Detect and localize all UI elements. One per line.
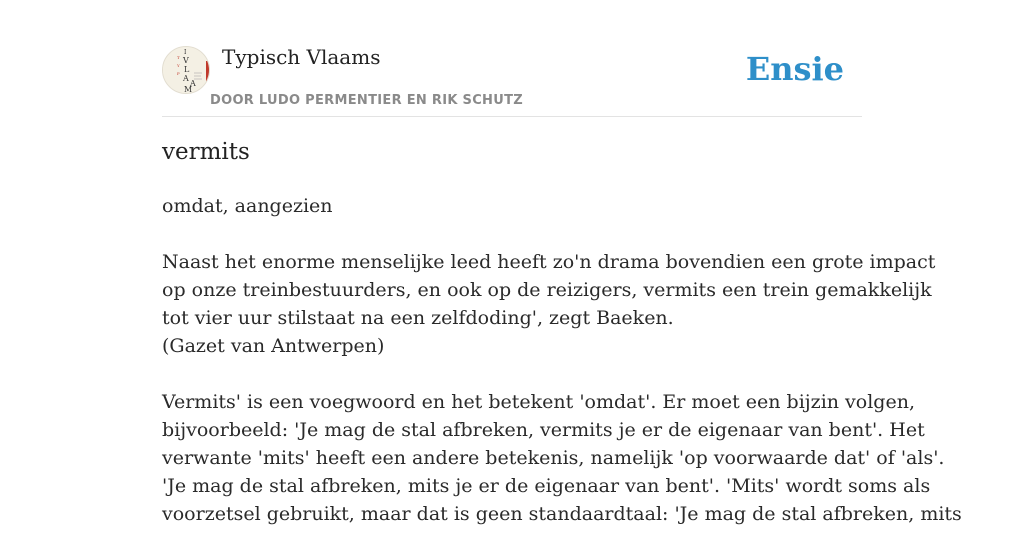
example-source: (Gazet van Antwerpen)	[162, 335, 385, 357]
svg-text:Y: Y	[177, 63, 180, 68]
explanation-line: Vermits' is een voegwoord en het betekent 'omdat'. Er moet een bijzin volgen,	[162, 391, 915, 413]
book-cover-logo	[163, 47, 210, 94]
explanation-line: verwante 'mits' heeft een andere betekenis, namelijk 'op voorwaarde dat' of 'als'.	[162, 447, 945, 469]
svg-text:I: I	[184, 49, 187, 56]
entry-example	[162, 248, 936, 360]
example-line: Naast het enorme menselijke leed heeft zo'n drama bovendien een grote impact	[162, 251, 936, 273]
svg-text:T: T	[177, 55, 180, 60]
explanation-line: 'Je mag de stal afbreken, mits je er de eigenaar van bent'. 'Mits' wordt soms als	[162, 475, 931, 497]
book-header	[162, 0, 862, 117]
page	[162, 0, 962, 525]
svg-text:A: A	[190, 79, 196, 88]
svg-text:L: L	[184, 65, 190, 74]
book-title[interactable]: Typisch Vlaams	[222, 45, 381, 69]
example-line: op onze treinbestuurders, en ook op de reizigers, vermits een trein gemakkelijk	[162, 279, 932, 301]
entry-headword: vermits	[162, 139, 250, 165]
book-cover-avatar[interactable]	[162, 46, 210, 94]
entry-explanation	[162, 388, 962, 528]
svg-text:A: A	[183, 74, 189, 83]
entry-definition: omdat, aangezien	[162, 195, 333, 217]
book-authors: DOOR LUDO PERMENTIER EN RIK SCHUTZ	[210, 93, 523, 108]
svg-text:M: M	[184, 85, 193, 94]
explanation-line: voorzetsel gebruikt, maar dat is geen standaardtaal: 'Je mag de stal afbreken, mits	[162, 503, 962, 525]
entry-content	[162, 192, 962, 556]
ensie-logo-link[interactable]: Ensie	[745, 50, 844, 88]
svg-text:P: P	[177, 71, 180, 76]
svg-text:V: V	[183, 56, 189, 65]
explanation-line: bijvoorbeeld: 'Je mag de stal afbreken, vermits je er de eigenaar van bent'. Het	[162, 419, 925, 441]
example-line: tot vier uur stilstaat na een zelfdoding', zegt Baeken.	[162, 307, 674, 329]
